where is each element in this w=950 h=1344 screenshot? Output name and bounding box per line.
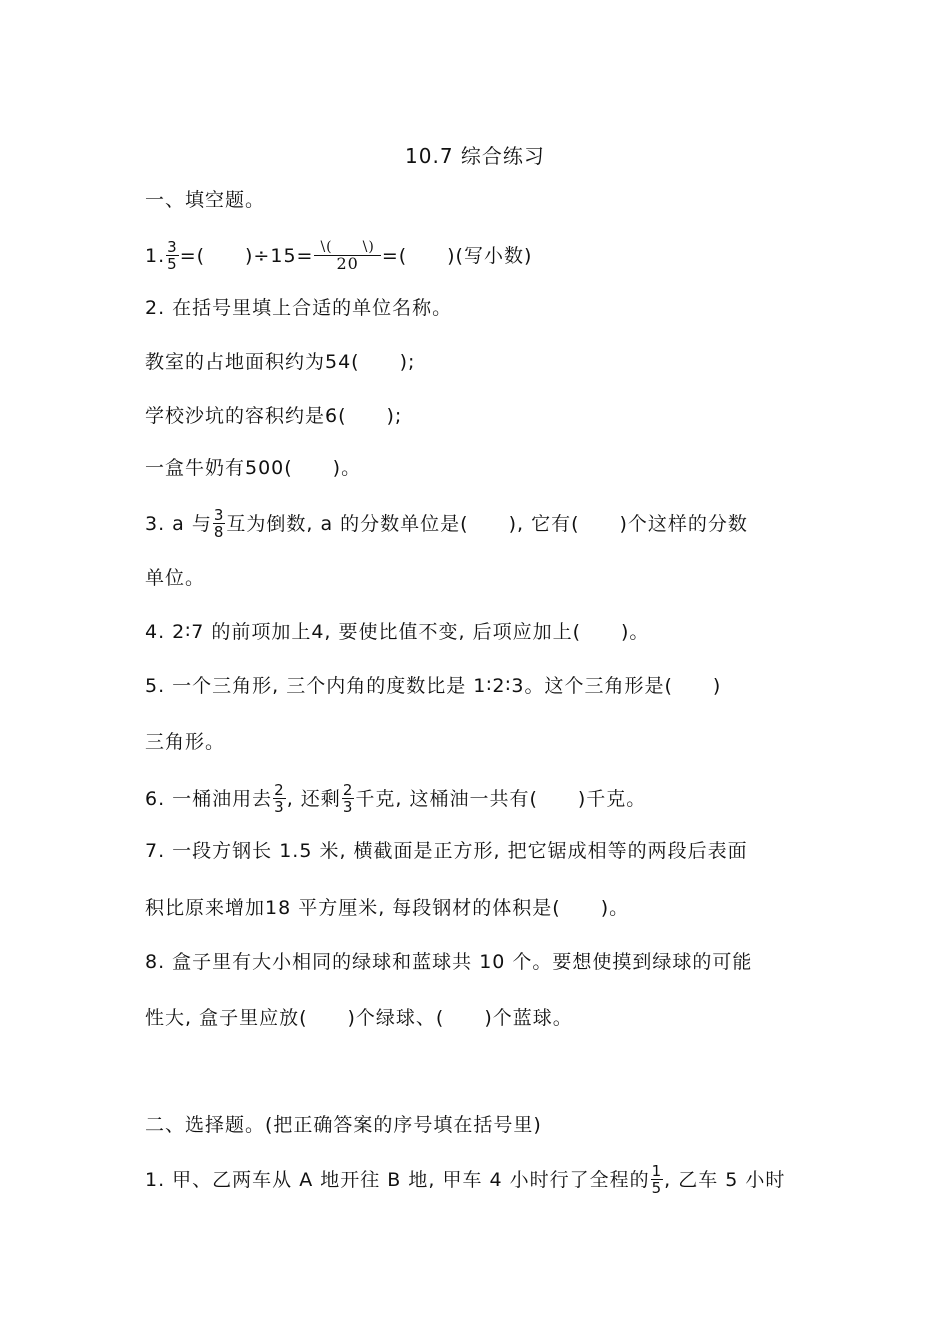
question-2-line-2: 学校沙坑的容积约是6( ); — [145, 405, 403, 427]
question-8: 8. 盒子里有大小相同的绿球和蓝球共 10 个。要想使摸到绿球的可能 — [145, 951, 753, 973]
q3-text-pre: 3. a 与 — [145, 513, 212, 535]
question-6 — [145, 783, 646, 816]
q6-fraction — [273, 782, 286, 815]
question-3 — [145, 508, 748, 541]
q1-frac-denominator: 5 — [167, 255, 178, 273]
section2-heading: 二、选择题。(把正确答案的序号填在括号里) — [145, 1114, 542, 1136]
q6-frac2-denominator: 3 — [342, 798, 354, 816]
question-2: 2. 在括号里填上合适的单位名称。 — [145, 297, 453, 319]
q3-frac-numerator: 3 — [213, 506, 225, 524]
question-7-line-2: 积比原来增加18 平方厘米, 每段钢材的体积是( )。 — [145, 897, 630, 919]
question-2-line-1: 教室的占地面积约为54( ); — [145, 351, 416, 373]
q1-number: 1. — [145, 245, 166, 267]
q1-fraction-2 — [314, 239, 380, 272]
question-2-line-3: 一盒牛奶有500( )。 — [145, 457, 362, 479]
question-5-line-2: 三角形。 — [145, 731, 226, 753]
question-7: 7. 一段方钢长 1.5 米, 横截面是正方形, 把它锯成相等的两段后表面 — [145, 840, 748, 862]
q3-text-post: 互为倒数, a 的分数单位是( ), 它有( )个这样的分数 — [226, 513, 748, 535]
q1-text-part1: =( )÷15= — [179, 245, 314, 267]
q1-fraction — [166, 239, 179, 272]
q1-frac-numerator: 3 — [167, 238, 178, 256]
question-4: 4. 2∶7 的前项加上4, 要使比值不变, 后项应加上( )。 — [145, 621, 650, 643]
q6-fraction-2 — [342, 782, 355, 815]
s2q1-text-post: , 乙车 5 小时 — [664, 1169, 786, 1191]
q1-frac2-numerator: \( \) — [314, 239, 380, 256]
question-5: 5. 一个三角形, 三个内角的度数比是 1∶2∶3。这个三角形是( ) — [145, 675, 722, 697]
q6-text-post: 千克, 这桶油一共有( )千克。 — [355, 788, 647, 810]
q6-frac2-numerator: 2 — [342, 781, 354, 799]
q3-frac-denominator: 8 — [213, 523, 225, 541]
question-8-line-2: 性大, 盒子里应放( )个绿球、( )个蓝球。 — [145, 1007, 573, 1029]
s2q1-fraction — [651, 1163, 664, 1196]
s2q1-frac-numerator: 1 — [651, 1162, 663, 1180]
question-3-line-2: 单位。 — [145, 567, 206, 589]
q6-text-pre: 6. 一桶油用去 — [145, 788, 273, 810]
q1-text-part2: =( )(写小数) — [381, 245, 533, 267]
s2q1-frac-denominator: 5 — [651, 1179, 663, 1197]
q1-frac2-denominator: 20 — [336, 254, 359, 273]
section2-question-1 — [145, 1164, 785, 1197]
q3-fraction — [213, 507, 226, 540]
q6-frac-numerator: 2 — [274, 781, 285, 799]
s2q1-text-pre: 1. 甲、乙两车从 A 地开往 B 地, 甲车 4 小时行了全程的 — [145, 1169, 650, 1191]
page-title: 10.7 综合练习 — [405, 144, 545, 168]
question-1 — [145, 240, 532, 273]
section1-heading: 一、填空题。 — [145, 189, 266, 211]
q6-frac-denominator: 3 — [274, 798, 285, 816]
q6-text-mid: , 还剩 — [286, 788, 341, 810]
